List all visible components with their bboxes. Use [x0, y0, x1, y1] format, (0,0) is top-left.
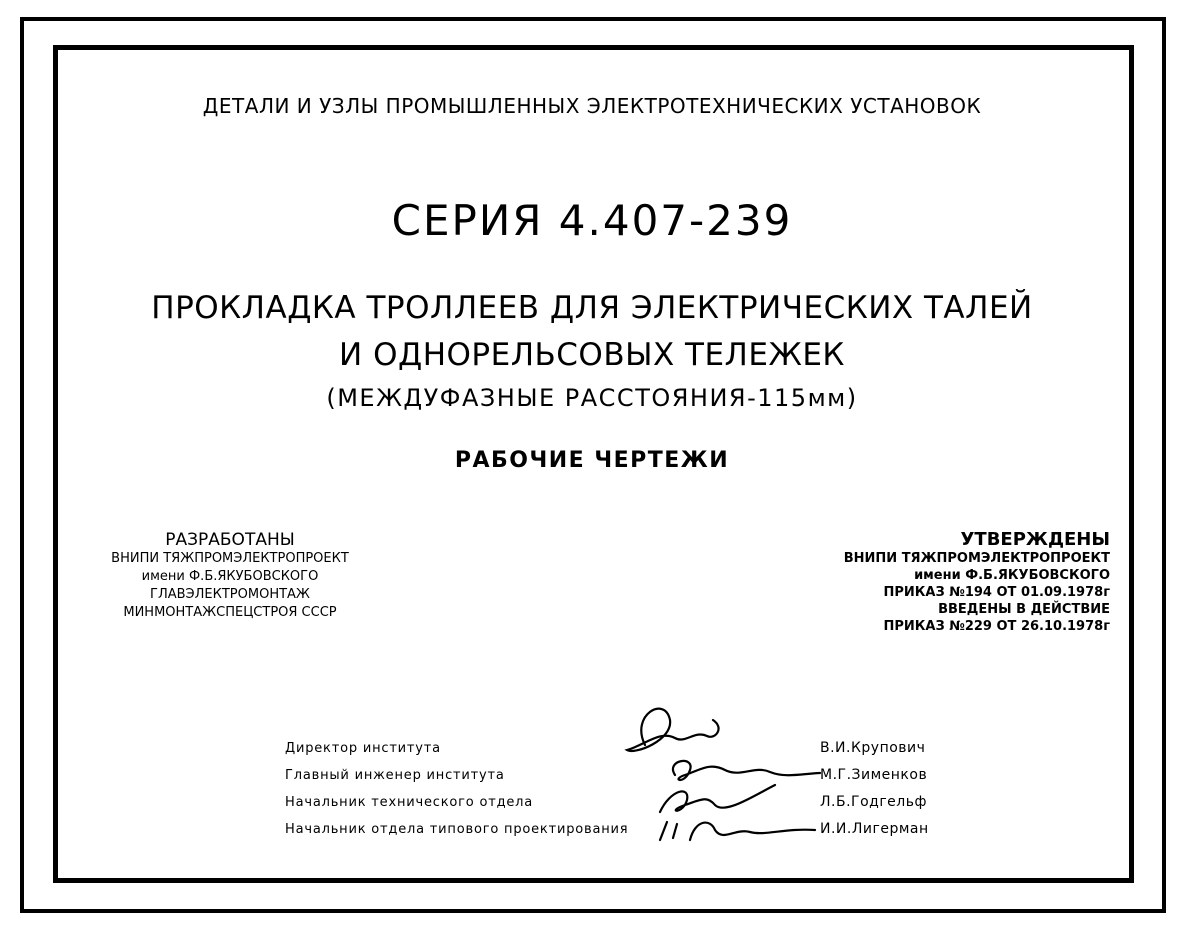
approved-heading: УТВЕРЖДЕНЫ — [960, 529, 1110, 550]
signatory-name: И.И.Лигерман — [820, 821, 929, 837]
working-drawings-label: РАБОЧИЕ ЧЕРТЕЖИ — [454, 448, 730, 473]
approved-line: ПРИКАЗ №229 ОТ 26.10.1978г — [883, 619, 1110, 634]
signatory-role: Главный инженер института — [285, 768, 505, 783]
developed-line: ВНИПИ ТЯЖПРОМЭЛЕКТРОПРОЕКТ — [111, 551, 349, 566]
approved-line: имени Ф.Б.ЯКУБОВСКОГО — [914, 568, 1110, 583]
title-line-3: (МЕЖДУФАЗНЫЕ РАССТОЯНИЯ-115мм) — [326, 384, 858, 412]
signatory-role: Начальник технического отдела — [285, 795, 534, 810]
title-line-2: И ОДНОРЕЛЬСОВЫХ ТЕЛЕЖЕК — [339, 337, 845, 373]
signatory-role: Директор института — [285, 741, 441, 756]
series-number: СЕРИЯ 4.407-239 — [391, 196, 793, 245]
signatory-name: В.И.Крупович — [820, 740, 926, 756]
developed-line: имени Ф.Б.ЯКУБОВСКОГО — [141, 569, 319, 584]
approved-line: ВВЕДЕНЫ В ДЕЙСТВИЕ — [938, 602, 1110, 617]
developed-heading: РАЗРАБОТАНЫ — [165, 530, 295, 550]
document-heading: ДЕТАЛИ И УЗЛЫ ПРОМЫШЛЕННЫХ ЭЛЕКТРОТЕХНИЧЕСКИХ УСТАНОВОК — [202, 94, 982, 118]
signatory-roles — [285, 735, 628, 843]
signatory-names — [820, 735, 929, 843]
approved-block — [790, 530, 1110, 635]
signatory-name: М.Г.Зименков — [820, 767, 928, 783]
signature-1 — [627, 709, 719, 751]
signature-2 — [673, 761, 820, 780]
signatory-role: Начальник отдела типового проектирования — [285, 822, 629, 837]
signature-3 — [660, 785, 775, 812]
approved-line: ПРИКАЗ №194 ОТ 01.09.1978г — [883, 585, 1110, 600]
developed-block — [80, 530, 380, 622]
handwritten-signatures — [615, 700, 825, 850]
developed-line: МИНМОНТАЖСПЕЦСТРОЯ СССР — [123, 605, 337, 620]
approved-line: ВНИПИ ТЯЖПРОМЭЛЕКТРОПРОЕКТ — [843, 551, 1110, 566]
signature-4 — [660, 822, 815, 840]
title-line-1: ПРОКЛАДКА ТРОЛЛЕЕВ ДЛЯ ЭЛЕКТРИЧЕСКИХ ТАЛЕЙ — [151, 290, 1033, 326]
signatory-name: Л.Б.Годгельф — [820, 794, 927, 810]
developed-line: ГЛАВЭЛЕКТРОМОНТАЖ — [150, 587, 310, 602]
